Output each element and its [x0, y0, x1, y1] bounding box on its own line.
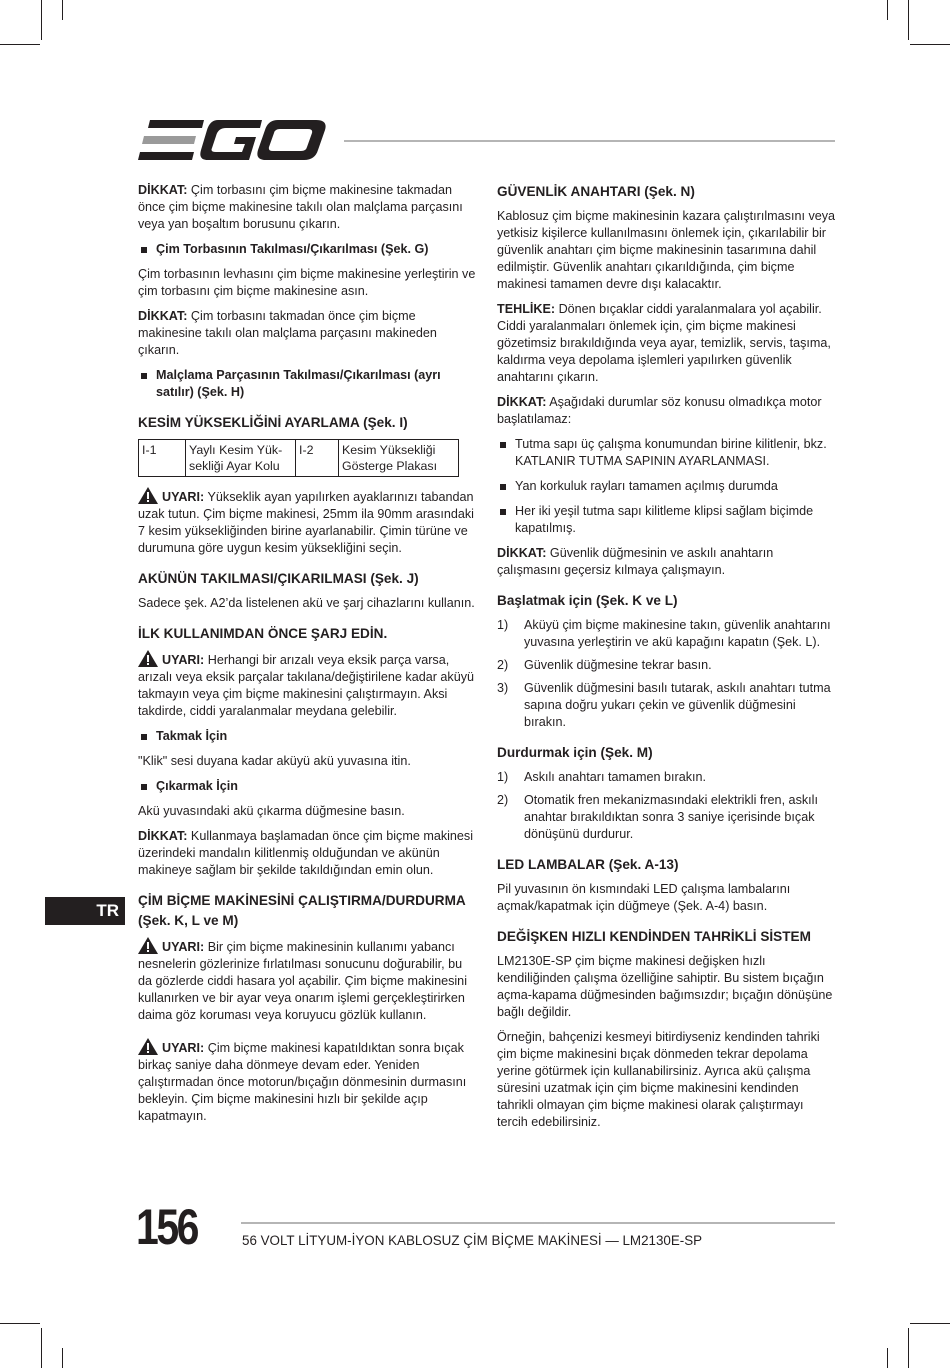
paragraph: Çim torbasının levhasını çim biçme makinesine yerleştirin ve çim torbasını çim biçme makinesine asın. — [138, 267, 476, 298]
warning-text: Bir çim biçme makinesinin kullanımı yabancı nesnelerin gözlerinize fırlatılması sonucunu doğurabilir, bu da gözlerde ciddi hasara yol açabilir. Çim biçme makinesini kullanırken ve bir ayar veya onarım işlemi gerçekleştirirken daima göz koruması veya koruyucu gözlük kullanın. — [138, 940, 467, 1022]
warning-keyword: UYARI: — [162, 940, 205, 954]
notice-text: Güvenlik düğmesinin ve askılı anahtarın çalışmasını geçersiz kılmaya çalışmayın. — [497, 546, 774, 577]
crop-mark — [62, 1348, 63, 1368]
warning-icon — [138, 1038, 158, 1055]
notice-paragraph — [138, 182, 478, 233]
left-column — [138, 182, 478, 1133]
warning-paragraph — [138, 487, 478, 557]
crop-mark — [0, 1323, 40, 1324]
list-item: Her iki yeşil tutma sapı kilitleme klipsi sağlam biçimde kapatılmış. — [497, 503, 837, 537]
table-cell: Kesim Yüksekliği Gösterge Plakası — [339, 440, 459, 477]
warning-keyword: UYARI: — [162, 490, 205, 504]
section-heading-charge: İLK KULLANIMDAN ÖNCE ŞARJ EDİN. — [138, 626, 388, 641]
section-heading-battery: AKÜNÜN TAKILMASI/ÇIKARILMASI (Şek. J) — [138, 571, 419, 586]
notice-text: Çim torbasını çim biçme makinesine takmadan önce çim biçme makinesine takılı olan malçlama parçasını veya yan boşaltım borusunu çıkarın. — [138, 183, 463, 231]
section-heading-start: Başlatmak için (Şek. K ve L) — [497, 593, 678, 608]
notice-keyword: DİKKAT: — [497, 546, 547, 560]
right-column — [497, 182, 837, 1139]
warning-text: Herhangi bir arızalı veya eksik parça varsa, arızalı veya eksik parçalar takılana/değiştirilene kadar aküyü takmayın veya çim biçme makinesini çalıştırmayın. Aksi takdirde, ciddi yaralanmalar meydana gelebilir. — [138, 653, 475, 718]
warning-icon — [138, 487, 158, 504]
paragraph: Örneğin, bahçenizi kesmeyi bitirdiyseniz kendinden tahriki çim biçme makinesini bıçak dönmeden tekrar depolama yerine götürmek için kullanabilirsiniz. Ayrıca akü çalışma süresini uzatmak için çim biçme makinesini kendinden tahrikli olmayan çim biçme makinesi olarak çalıştırmayı tercih edebilirsiniz. — [497, 1030, 820, 1129]
notice-keyword: DİKKAT: — [138, 309, 188, 323]
step-text: Aküyü çim biçme makinesine takın, güvenlik anahtarını yuvasına yerleştirin ve akü kapağını kapatın (Şek. L). — [524, 618, 831, 649]
section-heading-variable-speed: DEĞİŞKEN HIZLI KENDİNDEN TAHRİKLİ SİSTEM — [497, 929, 811, 944]
header-rule — [344, 140, 835, 142]
section-heading-stop: Durdurmak için (Şek. M) — [497, 745, 653, 760]
table-cell: Yaylı Kesim Yük-sekliği Ayar Kolu — [186, 440, 296, 477]
bullet-remove: Çıkarmak İçin — [138, 778, 478, 795]
crop-mark — [62, 0, 63, 20]
crop-mark — [908, 1328, 909, 1368]
numbered-step — [497, 617, 837, 651]
step-number: 2) — [497, 793, 509, 807]
footer-rule — [241, 1222, 835, 1224]
warning-paragraph — [138, 650, 478, 720]
ego-logo — [138, 118, 328, 162]
step-text: Askılı anahtarı tamamen bırakın. — [524, 770, 706, 784]
paragraph: Kablosuz çim biçme makinesinin kazara çalıştırılmasını veya yetkisiz kişilerce kullanılmasını önlemek için, çıkarılabilir bir güvenlik anahtarı çim biçme makinesinin tasarımına dahil edilmiştir. Güvenlik anahtarı çıkarıldığında, çim biçme makinesi tamamen devre dışı kalacaktır. — [497, 209, 836, 291]
crop-mark — [910, 1323, 950, 1324]
footer-text: 56 VOLT LİTYUM-İYON KABLOSUZ ÇİM BİÇME MAKİNESİ — LM2130E-SP — [242, 1233, 703, 1248]
paragraph: Pil yuvasının ön kısmındaki LED çalışma lambalarını açmak/kapatmak için düğmeye (Şek. A-4) basın. — [497, 882, 791, 913]
warning-text: Çim biçme makinesi kapatıldıktan sonra bıçak birkaç saniye daha dönmeye devam eder. Yeniden çalıştırmadan önce motorun/bıçağın dönmesinin durmasını bekleyin. Çim biçme makinesini hızlı bir şekilde açıp kapatmayın. — [138, 1041, 467, 1123]
warning-paragraph — [138, 937, 478, 1024]
section-heading-cut-height: KESİM YÜKSEKLİĞİNİ AYARLAMA (Şek. I) — [138, 415, 408, 430]
numbered-step — [497, 792, 837, 843]
paragraph: Akü yuvasındaki akü çıkarma düğmesine basın. — [138, 804, 405, 818]
step-number: 3) — [497, 681, 509, 695]
list-item: Yan korkuluk rayları tamamen açılmış durumda — [497, 478, 837, 495]
numbered-step — [497, 657, 837, 674]
notice-paragraph — [497, 545, 837, 579]
page-number: 156 — [136, 1199, 198, 1255]
danger-paragraph — [497, 301, 837, 386]
warning-keyword: UYARI: — [162, 1041, 205, 1055]
warning-paragraph — [138, 1038, 478, 1125]
notice-text: Çim torbasını takmadan önce çim biçme makinesine takılı olan malçlama parçasını makineden çıkarın. — [138, 309, 437, 357]
step-number: 1) — [497, 770, 509, 784]
paragraph: LM2130E-SP çim biçme makinesi değişken hızlı kendiliğinden çalışma özelliğine sahiptir. Bu sistem bıçağın açma-kapama düğmesinden bağımsızdır; bıçağın dönüşüne bağlı değildir. — [497, 954, 833, 1019]
notice-paragraph — [138, 828, 478, 879]
warning-icon — [138, 937, 158, 954]
danger-keyword: TEHLİKE: — [497, 302, 556, 316]
paragraph: Sadece şek. A2’da listelenen akü ve şarj cihazlarını kullanın. — [138, 596, 475, 610]
section-heading-start-stop: ÇİM BİÇME MAKİNESİNİ ÇALIŞTIRMA/DURDURMA (Şek. K, L ve M) — [138, 893, 466, 928]
crop-mark — [910, 44, 950, 45]
notice-keyword: DİKKAT: — [497, 395, 547, 409]
notice-keyword: DİKKAT: — [138, 829, 188, 843]
table-cell: I-1 — [139, 440, 186, 477]
step-text: Güvenlik düğmesini basılı tutarak, askılı anahtarı tutma sapına doğru yukarı çekin ve güvenlik düğmesini bırakın. — [524, 681, 831, 729]
bullet-install: Takmak İçin — [138, 728, 478, 745]
crop-mark — [908, 0, 909, 40]
crop-mark — [887, 1348, 888, 1368]
notice-paragraph — [497, 394, 837, 428]
numbered-step — [497, 680, 837, 731]
notice-paragraph — [138, 308, 478, 359]
crop-mark — [0, 44, 40, 45]
paragraph: "Klik" sesi duyana kadar aküyü akü yuvasına itin. — [138, 754, 411, 768]
numbered-step — [497, 769, 837, 786]
list-item: Tutma sapı üç çalışma konumundan birine kilitlenir, bkz. KATLANIR TUTMA SAPININ AYARLANMASI. — [497, 436, 837, 470]
warning-text: Yükseklik ayan yapılırken ayaklarınızı tabandan uzak tutun. Çim biçme makinesi, 25mm ila 90mm arasındaki 7 kesim yüksekliğinden birine ayarlanabilir. Çimin türüne ve durumuna göre uygun kesim yüksekliğini seçin. — [138, 490, 474, 555]
warning-keyword: UYARI: — [162, 653, 205, 667]
table-cell: I-2 — [296, 440, 339, 477]
notice-keyword: DİKKAT: — [138, 183, 188, 197]
danger-text: Dönen bıçaklar ciddi yaralanmalara yol açabilir. Ciddi yaralanmaları önlemek için, çim biçme makinesi gözetimsiz bırakıldığında veya ayar, temizlik, servis, taşıma, kaldırma veya depolama işlemleri yapılırken güvenlik anahtarını çıkarın. — [497, 302, 831, 384]
crop-mark — [887, 0, 888, 20]
crop-mark — [41, 1328, 42, 1368]
step-text: Otomatik fren mekanizmasındaki elektrikli fren, askılı anahtar bırakıldıktan sonra 3 saniye içerisinde bıçak dönüşünü durdurur. — [524, 793, 818, 841]
bullet-mulch-plug: Malçlama Parçasının Takılması/Çıkarılması (ayrı satılır) (Şek. H) — [138, 367, 478, 401]
table-row — [139, 440, 459, 477]
parts-table — [138, 439, 459, 477]
section-heading-safety-key: GÜVENLİK ANAHTARI (Şek. N) — [497, 184, 695, 199]
language-tab: TR — [45, 897, 125, 925]
step-number: 1) — [497, 618, 509, 632]
notice-text: Kullanmaya başlamadan önce çim biçme makinesi üzerindeki mandalın kilitlenmiş olduğundan ve akünün makineye sağlam bir şekilde takıldığından emin olun. — [138, 829, 474, 877]
step-text: Güvenlik düğmesine tekrar basın. — [524, 658, 712, 672]
crop-mark — [41, 0, 42, 40]
step-number: 2) — [497, 658, 509, 672]
notice-text: Aşağıdaki durumlar söz konusu olmadıkça motor başlatılamaz: — [497, 395, 822, 426]
section-heading-led: LED LAMBALAR (Şek. A-13) — [497, 857, 679, 872]
bullet-grass-bag: Çim Torbasının Takılması/Çıkarılması (Şek. G) — [138, 241, 478, 258]
warning-icon — [138, 650, 158, 667]
